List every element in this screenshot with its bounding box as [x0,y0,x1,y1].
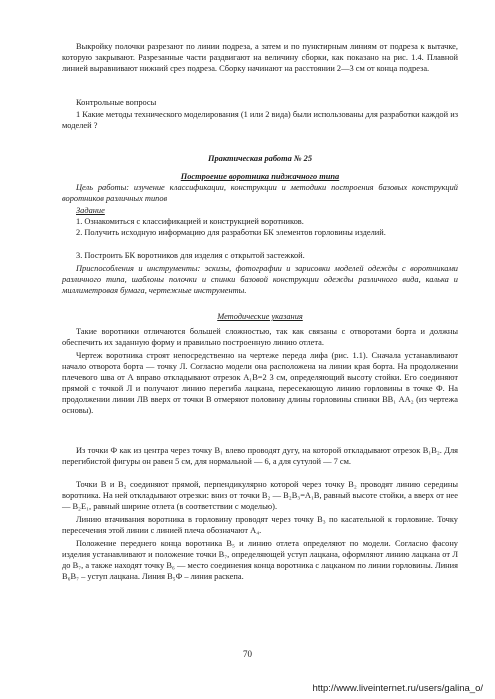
questions-heading: Контрольные вопросы [76,98,157,107]
question-1: 1 Какие методы технического моделирования (1 или 2 вида) были использованы для разработки каждой из моделей ? [62,110,458,131]
task-2: 2. Получить исходную информацию для разработки БК элементов горловины изделий. [76,228,386,237]
body-paragraph-4: Точки В и В₂ соединяют прямой, перпендикулярно которой через точку В₂ проводят линию середины воротника. На ней откладывают отрезки: вниз от точки В₂ — В₂В₃=А₁В, равный высоте стойки, а вверх от нее — В₂Е₁, равный ширине отлета (в соответствии с моделью). [62,480,458,512]
body-paragraph-1: Такие воротники отличаются большей сложностью, так как связаны с отворотами борта и должны обеспечить их заданную форму и правильно построенную линию отлета. [62,327,458,348]
work-subtitle: Построение воротника пиджачного типа [180,172,340,181]
task-1: 1. Ознакомиться с классификацией и конструкцией воротников. [76,217,304,226]
task-heading: Задание [76,206,105,215]
work-title: Практическая работа № 25 [207,154,313,163]
goal-text: Цель работы: изучение классификации, конструкции и методики построения базовых конструкций воротников различных типов [62,183,458,204]
body-paragraph-5: Линию втачивания воротника в горловину проводят через точку В₃ по касательной к горловине. Точку пересечения этой линии с линией плеча обозначают А₄. [62,515,458,536]
tools-text [62,263,458,296]
body-paragraph-2: Чертеж воротника строят непосредственно на чертеже переда лифа (рис. 1.1). Сначала устанавливают начало отворота борта — точку Л. Согласно модели она расположена на линии края борта. На продолжении плечевого шва от А вправо откладывают отрезок А₁В=2 3 см, определяющий высоту стойки. Его соединяют прямой с точкой Л и получают линию перегиба лацкана, пересекающую линию горловины в точке Ф. На продолжении линии ЛВ вверх от точки В отмеряют половину длины горловины спинки ВВ₁ АА₂ (из чертежа основы). [62,351,458,416]
intro-paragraph: Выкройку полочки разрезают по линии подреза, а затем и по пунктирным линиям от подреза к вытачке, которую закрывают. Разрезанные части раздвигают на величину сборки, как показано на рис. 1.4. Плавной линией выравнивают нижний срез подреза. Сборку начинают на расстоянии 2—3 см от конца подреза. [62,42,458,74]
body-paragraph-3: Из точки Ф как из центра через точку В₁ влево проводят дугу, на которой откладывают отрезок В₁В₂. Для перегибистой фигуры он равен 5 см, для нормальной — 6, а для сутулой — 7 см. [62,446,458,467]
tools-text-content: Приспособления и инструменты: эскизы, фотографии и зарисовки моделей одежды с воротниками различного типа, шаблоны полочки и спинки базовой конструкции одежды различного вида, калька и миллиметровая бумага, чертежные инструменты. [62,264,458,296]
task-3: 3. Построить БК воротников для изделия с открытой застежкой. [76,251,305,260]
footer-url[interactable]: http://www.liveinternet.ru/users/galina_o/ [312,683,483,694]
page-number: 70 [243,649,252,659]
method-heading: Методические указания [217,312,303,321]
body-paragraph-6: Положение переднего конца воротника В₅ и линию отлета определяют по модели. Согласно фасону изделия устанавливают и положение точки В₇, определяющей уступ лацкана, оформляют линию лацкана от Л до В₇, а также находят точку В₆ — место соединения конца воротника с лацканом по линии горловины. Линия В₆В₇ – уступ лацкана. Линия В₅Ф – линия раскепа. [62,539,458,582]
